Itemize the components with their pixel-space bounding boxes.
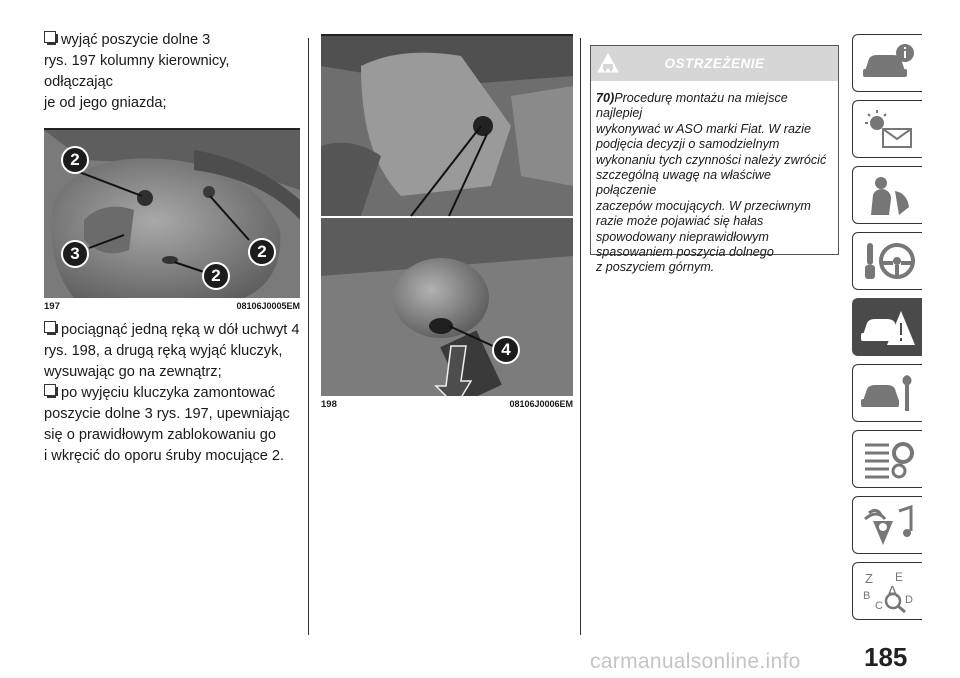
callout-3: 3 <box>61 240 89 268</box>
specs-gear-icon <box>859 437 917 481</box>
tab-multimedia[interactable] <box>852 496 922 554</box>
warning-text: 70)Procedurę montażu na miejsce najlepiej wykonywać w ASO marki Fiat. W razie podjęcia decyzji o samodzielnym wykonaniu tych czynności należy zwrócić szczególną uwagę na właściwe połączenie zaczepów mocujących. W przeciwnym razie może pojawiać się hałas spowodowany nieprawidłowym spasowaniem poszycia dolnego z poszyciem górnym. <box>596 91 827 275</box>
bullet-box-icon <box>44 31 56 43</box>
svg-text:D: D <box>904 594 913 606</box>
emergency-icon <box>859 305 917 349</box>
step-refit-cover: po wyjęciu kluczyka zamontować poszycie dolne 3 rys. 197, upewniając się o prawidłowym zablokowaniu go i wkręcić do oporu śruby mocujące 2. <box>44 385 290 464</box>
figure-198-caption: 198 08106J0006EM <box>321 399 573 410</box>
callout-2: 2 <box>61 146 89 174</box>
ignition-lock-illustration <box>321 36 573 396</box>
step-pull-handle: pociągnąć jedną ręką w dół uchwyt 4 rys. 198, a drugą ręką wyjąć kluczyk, wysuwając go na zewnątrz; <box>44 322 300 380</box>
svg-text:C: C <box>874 600 883 612</box>
figure-198 <box>321 34 573 410</box>
callout-2: 2 <box>248 238 276 266</box>
multimedia-icon <box>859 503 917 547</box>
watermark-text: carmanualsonline.info <box>590 650 801 673</box>
car-maintenance-icon <box>859 371 917 415</box>
figure-column <box>321 34 573 410</box>
svg-text:A: A <box>886 584 898 601</box>
figure-197-photo <box>44 130 300 298</box>
key-steering-icon <box>859 239 917 283</box>
column-divider <box>308 38 309 635</box>
bullet-box-icon <box>44 321 56 333</box>
column-divider <box>580 38 581 635</box>
tab-starting-driving[interactable] <box>852 232 922 290</box>
text-column-left <box>44 0 300 467</box>
figure-198-photo <box>321 36 573 396</box>
tab-emergency[interactable] <box>852 298 922 356</box>
figure-197-caption: 197 08106J0005EM <box>44 301 300 312</box>
car-info-icon <box>859 41 917 85</box>
tab-warning-lights[interactable] <box>852 100 922 158</box>
callout-2: 2 <box>202 262 230 290</box>
figure-197 <box>44 128 300 312</box>
bullet-box-icon <box>44 384 56 396</box>
tab-maintenance[interactable] <box>852 364 922 422</box>
seat-safety-icon <box>859 173 917 217</box>
tab-car-info[interactable] <box>852 34 922 92</box>
callout-4: 4 <box>492 336 520 364</box>
step-remove-lower-cover: wyjąć poszycie dolne 3 rys. 197 kolumny kierownicy, odłączając je od jego gniazda; <box>44 32 230 111</box>
tab-technical-data[interactable] <box>852 430 922 488</box>
svg-text:B: B <box>862 590 870 602</box>
warning-box <box>590 45 839 275</box>
tab-safety[interactable] <box>852 166 922 224</box>
page-number: 185 <box>864 642 908 672</box>
svg-text:Z: Z <box>864 571 873 586</box>
index-abc-icon <box>859 569 917 613</box>
warning-header <box>591 46 838 81</box>
warning-car-icon <box>597 52 619 74</box>
warning-title: OSTRZEŻENIE <box>664 56 765 71</box>
warning-lights-icon <box>859 107 917 151</box>
svg-text:E: E <box>894 570 903 584</box>
tab-index[interactable] <box>852 562 922 620</box>
